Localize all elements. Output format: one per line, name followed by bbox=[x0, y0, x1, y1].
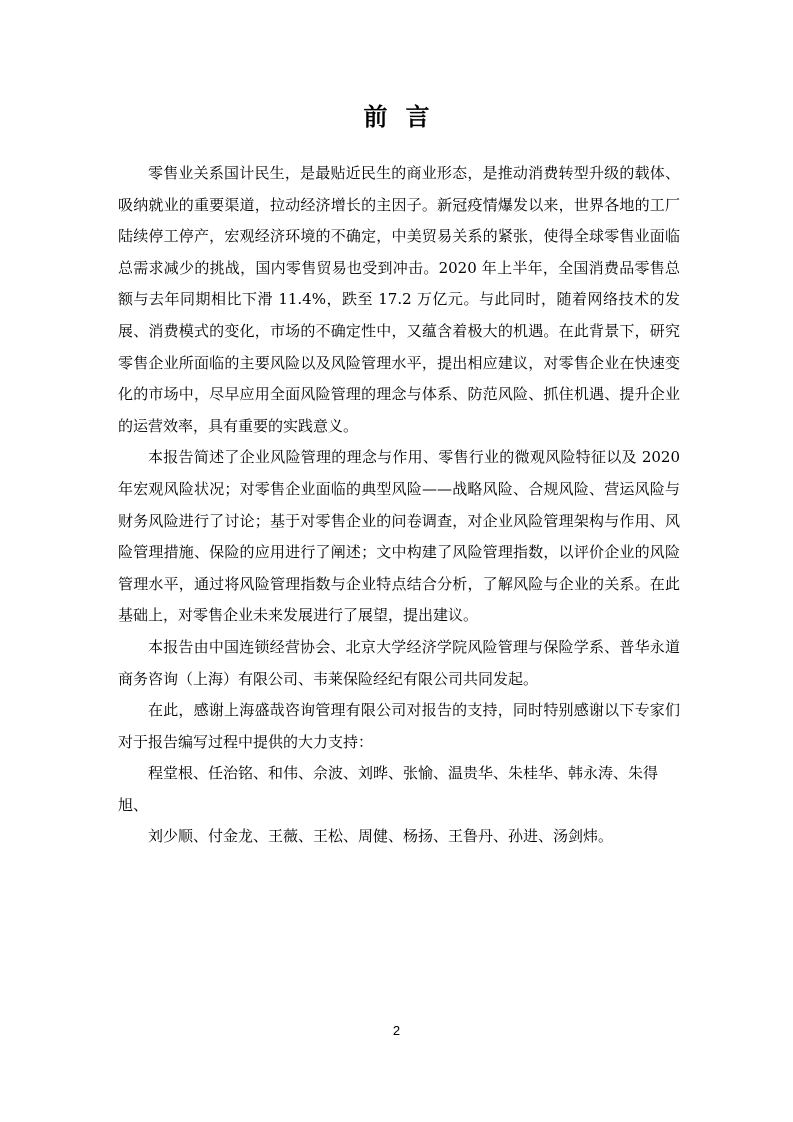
expert-names-line-2: 刘少顺、付金龙、王薇、王松、周健、杨扬、王鲁丹、孙进、汤剑炜。 bbox=[148, 827, 614, 846]
expert-names-line-1: 程堂根、任治铭、和伟、佘波、刘晔、张愉、温贵华、朱桂华、韩永涛、朱得旭、 bbox=[118, 764, 659, 814]
paragraph-summary: 本报告简述了企业风险管理的理念与作用、零售行业的微观风险特征以及 2020 年宏观风险状况；对零售企业面临的典型风险——战略风险、合规风险、营运风险与财务风险进行了讨论；基于对零售企业的问卷调查，对企业风险管理架构与作用、风险管理措施、保险的应用进行了阐述；文中构建了风险管理指数，以评价企业的风险管理水平，通过将风险管理指数与企业特点结合分析，了解风险与企业的关系。在此基础上，对零售企业未来发展进行了展望，提出建议。 bbox=[118, 448, 680, 625]
page-title: 前言 bbox=[363, 102, 448, 131]
page-number: 2 bbox=[392, 1023, 401, 1038]
paragraph-acknowledgement: 在此，感谢上海盛哉咨询管理有限公司对报告的支持，同时特别感谢以下专家们对于报告编写过程中提供的大力支持： bbox=[118, 701, 680, 751]
paragraph-intro: 零售业关系国计民生，是最贴近民生的商业形态，是推动消费转型升级的载体、吸纳就业的重要渠道，拉动经济增长的主因子。新冠疫情爆发以来，世界各地的工厂陆续停工停产，宏观经济环境的不确定，中美贸易关系的紧张，使得全球零售业面临总需求减少的挑战，国内零售贸易也受到冲击。2020 年上半年，全国消费品零售总额与去年同期相比下滑 11.4%，跌至 17.2 万亿元。与此同时，随着网络技术的发展、消费模式的变化，市场的不确定性中，又蕴含着极大的机遇。在此背景下，研究零售企业所面临的主要风险以及风险管理水平，提出相应建议，对零售企业在快速变化的市场中，尽早应用全面风险管理的理念与体系、防范风险、抓住机遇、提升企业的运营效率，具有重要的实践意义。 bbox=[118, 164, 680, 435]
body-text bbox=[118, 158, 680, 853]
paragraph-sponsors: 本报告由中国连锁经营协会、北京大学经济学院风险管理与保险学系、普华永道商务咨询（上海）有限公司、韦莱保险经纪有限公司共同发起。 bbox=[118, 637, 680, 688]
